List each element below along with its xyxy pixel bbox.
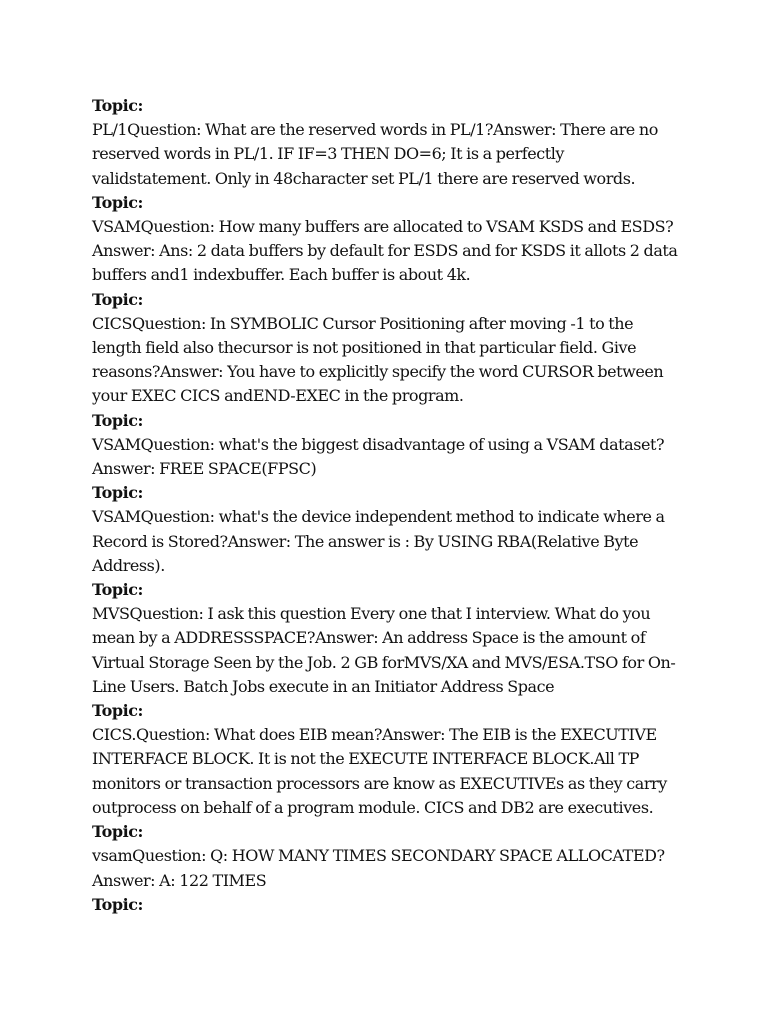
qa-entry <box>92 94 682 191</box>
qa-text: PL/1Question: What are the reserved words in PL/1?Answer: There are no reserved words in PL/1. IF IF=3 THEN DO=6; It is a perfectly validstatement. Only in 48character set PL/1 there are reserved words. <box>92 120 658 188</box>
topic-heading: Topic: <box>92 894 143 914</box>
topic-heading: Topic: <box>92 96 143 115</box>
qa-entry <box>92 699 682 820</box>
qa-text: VSAMQuestion: what's the biggest disadvantage of using a VSAM dataset?Answer: FREE SPACE(FPSC) <box>92 434 665 479</box>
qa-text: MVSQuestion: I ask this question Every one that I interview. What do you mean by a ADDRESSSPACE?Answer: An address Space is the amount of Virtual Storage Seen by the Job. 2 GB forMVS/XA and MVS/ESA.TSO for On-Line Users. Batch Jobs execute in an Initiator Address Space <box>92 604 676 696</box>
document-page <box>92 94 682 917</box>
qa-entry <box>92 409 682 482</box>
qa-entry <box>92 578 682 699</box>
qa-text: CICSQuestion: In SYMBOLIC Cursor Positioning after moving -1 to the length field also thecursor is not positioned in that particular field. Give reasons?Answer: You have to explicitly specify the word CURSOR between your EXEC CICS andEND-EXEC in the program. <box>92 313 664 406</box>
topic-heading: Topic: <box>92 701 143 721</box>
topic-heading: Topic: <box>92 483 143 503</box>
qa-entry <box>92 288 682 409</box>
topic-heading: Topic: <box>92 289 143 309</box>
topic-heading: Topic: <box>92 580 143 600</box>
qa-text: VSAMQuestion: How many buffers are allocated to VSAM KSDS and ESDS?Answer: Ans: 2 data buffers by default for ESDS and for KSDS it allots 2 data buffers and1 indexbuffer. Each buffer is about 4k. <box>92 217 678 285</box>
topic-heading: Topic: <box>92 822 143 842</box>
qa-entry <box>92 191 682 288</box>
topic-heading: Topic: <box>92 192 143 212</box>
qa-entry <box>92 820 682 893</box>
qa-entry <box>92 481 682 578</box>
qa-text: CICS.Question: What does EIB mean?Answer: The EIB is the EXECUTIVE INTERFACE BLOCK. It is not the EXECUTE INTERFACE BLOCK.All TP monitors or transaction processors are know as EXECUTIVEs as they carry outprocess on behalf of a program module. CICS and DB2 are executives. <box>92 725 667 817</box>
qa-text: vsamQuestion: Q: HOW MANY TIMES SECONDARY SPACE ALLOCATED?Answer: A: 122 TIMES <box>92 846 665 890</box>
topic-heading: Topic: <box>92 410 143 430</box>
qa-entry-trailing <box>92 893 682 917</box>
qa-text: VSAMQuestion: what's the device independent method to indicate where a Record is Stored?Answer: The answer is : By USING RBA(Relative Byte Address). <box>92 507 665 575</box>
